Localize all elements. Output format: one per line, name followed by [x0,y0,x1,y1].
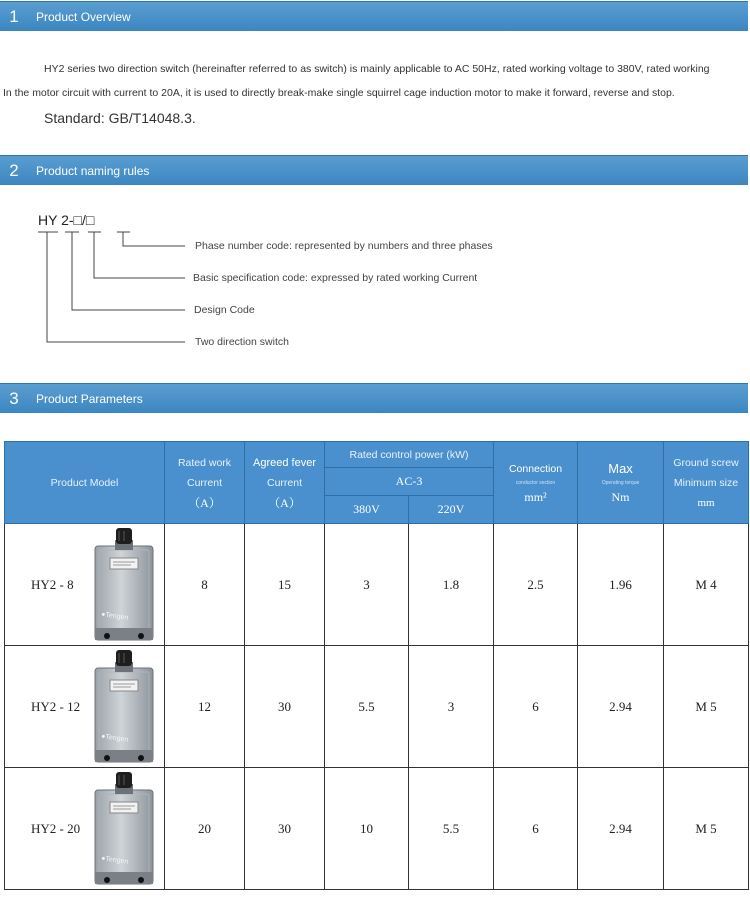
naming-label-design: Design Code [194,304,255,316]
naming-diagram [0,205,748,365]
naming-label-switch: Two direction switch [195,336,289,348]
product-image [89,650,159,764]
header-rated-work-current: Rated work Current （A） [165,442,245,524]
header-380v: 380V [325,496,409,524]
overview-standard: Standard: GB/T14048.3. [44,110,196,126]
cell-rated-current: 12 [165,646,245,768]
cell-power-380v: 10 [325,768,409,890]
naming-connector-lines [0,205,748,365]
section-number: 3 [9,388,19,408]
section-title: Product Overview [36,9,131,24]
product-image [89,528,159,642]
cell-screw: M 4 [664,524,749,646]
table-row [5,646,749,768]
cell-power-220v: 1.8 [409,524,494,646]
cell-power-220v: 5.5 [409,768,494,890]
table-row [5,768,749,890]
cell-model: HY2 - 12 [5,646,165,768]
naming-code: HY 2-□/□ [38,212,95,228]
overview-paragraph-line1: HY2 series two direction switch (hereinafter referred to as switch) is mainly applicable to AC 50Hz, rated working voltage to 380V, rated working [44,63,710,75]
naming-label-phase: Phase number code: represented by numbers and three phases [195,240,493,252]
cell-torque: 1.96 [578,524,664,646]
header-product-model: Product Model [5,442,165,524]
section-header-parameters [0,383,748,413]
cell-power-380v: 3 [325,524,409,646]
cell-torque: 2.94 [578,768,664,890]
cell-agreed-current: 30 [245,768,325,890]
header-rated-control-power: Rated control power (kW) [325,442,494,468]
cell-torque: 2.94 [578,646,664,768]
header-ac3: AC-3 [325,468,494,496]
cell-power-380v: 5.5 [325,646,409,768]
cell-power-220v: 3 [409,646,494,768]
section-title: Product naming rules [36,163,150,178]
header-agreed-fever-current: Agreed fever Current （A） [245,442,325,524]
section-header-overview [0,1,748,31]
cell-agreed-current: 30 [245,646,325,768]
cell-rated-current: 20 [165,768,245,890]
header-connection: Connection conductor section mm² [494,442,578,524]
cell-model: HY2 - 8 [5,524,165,646]
cell-connection: 6 [494,646,578,768]
product-image [89,772,159,886]
overview-paragraph-line2: In the motor circuit with current to 20A, it is used to directly break-make single squirrel cage induction motor to make it forward, reverse and stop. [3,87,675,99]
cell-screw: M 5 [664,768,749,890]
cell-model: HY2 - 20 [5,768,165,890]
section-number: 1 [9,6,19,26]
naming-label-spec: Basic specification code: expressed by rated working Current [193,272,478,284]
header-max-torque: Max Operating torque Nm [578,442,664,524]
cell-screw: M 5 [664,646,749,768]
cell-connection: 6 [494,768,578,890]
section-title: Product Parameters [36,391,143,406]
cell-connection: 2.5 [494,524,578,646]
header-ground-screw: Ground screw Minimum size mm [664,442,749,524]
parameters-table [4,441,749,890]
table-row [5,524,749,646]
section-header-naming [0,155,748,185]
cell-agreed-current: 15 [245,524,325,646]
header-220v: 220V [409,496,494,524]
cell-rated-current: 8 [165,524,245,646]
section-number: 2 [9,160,19,180]
